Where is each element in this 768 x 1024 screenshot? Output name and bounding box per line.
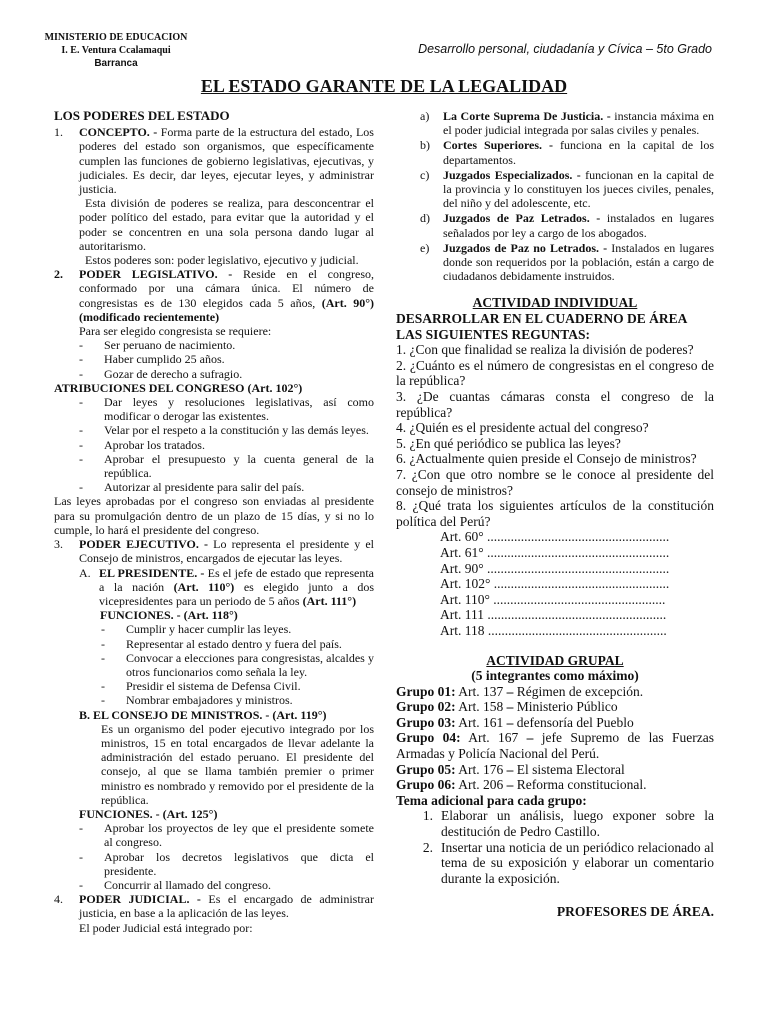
- extra-topic-item: 2. Insertar una noticia de un periódico relacionado al tema de su exposición y elaborar un comentario durante la exposición.: [422, 839, 714, 886]
- article-line: Art. 110° ...................................................: [440, 591, 666, 607]
- question: 2. ¿Cuánto es el número de congresistas en el congreso de la república?: [396, 357, 714, 389]
- paragraph: Estos poderes son: poder legislativo, ejecutivo y judicial.: [85, 253, 359, 268]
- list-item: a) La Corte Suprema De Justicia. - instancia máxima en el poder judicial integrada por salas civiles y penales.: [420, 109, 714, 138]
- header-institution: [36, 31, 196, 70]
- item-head: PODER EJECUTIVO. -: [79, 537, 209, 552]
- courts-list: [396, 109, 714, 283]
- articles-list: [396, 529, 714, 638]
- attributions-list: [54, 395, 374, 494]
- document-title: EL ESTADO GARANTE DE LA LEGALIDAD: [200, 76, 568, 96]
- subitem-consejo-heading: B. EL CONSEJO DE MINISTROS. - (Art. 119°): [79, 707, 327, 722]
- group-line: Grupo 04: Art. 167 – jefe Supremo de las Fuerzas Armadas y Policía Nacional del Perú.: [396, 730, 714, 762]
- list-item: - Convocar a elecciones para congresistas, alcaldes y otros funcionarios como señala la ley.: [101, 650, 374, 679]
- question: 8. ¿Qué trata los siguientes artículos de la constitución política del Perú?: [396, 498, 714, 529]
- item-head: PODER JUDICIAL. -: [79, 892, 201, 907]
- functions-list: [54, 821, 374, 892]
- question: 1. ¿Con que finalidad se realiza la división de poderes?: [396, 342, 694, 358]
- item-number: 4.: [54, 892, 63, 907]
- ministry-name: MINISTERIO DE EDUCACION: [44, 32, 188, 43]
- article-line: Art. 90° ......................................................: [440, 560, 670, 576]
- list-item: - Gozar de derecho a sufragio.: [79, 366, 243, 381]
- article-line: Art. 118 .....................................................: [440, 622, 667, 638]
- paragraph: Para ser elegido congresista se requiere:: [79, 324, 272, 339]
- paragraph: Las leyes aprobadas por el congreso son enviadas al presidente para su promulgación dentro de un plazo de 15 días, y si no lo cumple, lo hará el presidente del congreso.: [54, 494, 374, 537]
- left-column: [54, 109, 374, 935]
- question: 3. ¿De cuantas cámaras consta el congreso de la república?: [396, 389, 714, 420]
- list-item: - Presidir el sistema de Defensa Civil.: [101, 679, 301, 694]
- right-column: [396, 109, 714, 920]
- list-item: - Haber cumplido 25 años.: [79, 352, 225, 367]
- subsection-heading: ATRIBUCIONES DEL CONGRESO (Art. 102°): [54, 380, 303, 395]
- individual-activity-subtitle: DESARROLLAR EN EL CUADERNO DE ÁREA LAS SIGUIENTES REGUNTAS:: [396, 311, 687, 342]
- list-item: - Velar por el respeto a la constitución y las demás leyes.: [79, 423, 369, 438]
- item-concepto: [54, 125, 374, 196]
- section-heading: LOS PODERES DEL ESTADO: [54, 108, 230, 123]
- extra-topic-heading: Tema adicional para cada grupo:: [396, 792, 587, 808]
- article-line: Art. 102° ....................................................: [440, 576, 670, 592]
- functions-heading: FUNCIONES. - (Art. 125°): [79, 806, 218, 821]
- functions-heading: FUNCIONES. - (Art. 118°): [100, 608, 238, 623]
- question: 4. ¿Quién es el presidente actual del congreso?: [396, 420, 649, 436]
- article-line: Art. 60° ......................................................: [440, 529, 670, 545]
- item-ejecutivo: [54, 537, 374, 565]
- list-item: e) Juzgados de Paz no Letrados. - Instalados en lugares donde son requeridos por la población, están a cargo de ciudadanos debidamente instruidos.: [420, 240, 715, 284]
- question: 6. ¿Actualmente quien preside el Consejo de ministros?: [396, 451, 697, 467]
- groups-list: [396, 684, 714, 793]
- item-number: 3.: [54, 537, 63, 552]
- item-legislativo: [54, 267, 374, 324]
- item-number: 1.: [54, 125, 63, 140]
- question: 5. ¿En qué periódico se publica las leyes?: [396, 435, 621, 451]
- list-item: d) Juzgados de Paz Letrados. - instalados en lugares señalados por ley a cargo de los abogados.: [420, 211, 714, 240]
- group-activity-title: ACTIVIDAD GRUPAL: [486, 652, 624, 668]
- group-line: Grupo 05: Art. 176 – El sistema Electoral: [396, 761, 625, 777]
- group-line: Grupo 06: Art. 206 – Reforma constitucional.: [396, 777, 647, 793]
- signature: PROFESORES DE ÁREA.: [556, 904, 714, 920]
- list-item: - Aprobar los proyectos de ley que el presidente somete al congreso.: [79, 821, 374, 850]
- article-line: Art. 61° ......................................................: [440, 544, 670, 560]
- list-item: c) Juzgados Especializados. - funcionan en la capital de la provincia y lo constituyen los jueces civiles, penales, del niño y del adolescente, etc.: [420, 167, 715, 211]
- city-name: Barranca: [94, 58, 138, 69]
- item-head: PODER LEGISLATIVO. -: [79, 267, 233, 282]
- item-number: 2.: [54, 267, 63, 282]
- item-head: CONCEPTO. -: [79, 125, 158, 140]
- list-item: - Dar leyes y resoluciones legislativas, así como modificar o derogar las existentes.: [79, 395, 374, 424]
- list-item: - Aprobar el presupuesto y la cuenta general de la república.: [79, 451, 374, 481]
- group-line: Grupo 03: Art. 161 – defensoría del Pueblo: [396, 714, 634, 730]
- extra-topic-item: 1. Elaborar un análisis, luego exponer sobre la destitución de Pedro Castillo.: [422, 808, 714, 840]
- item-text: Reside en el congreso, conformado por una cámara única. El número de congresistas es de 130 elegidos cada 5 años,: [79, 267, 374, 310]
- paragraph: Esta división de poderes se realiza, para desconcentrar el poder político del estado, para evitar que la autoridad y el poder se concentren en una sola persona dando lugar al autoritarismo.: [79, 196, 374, 253]
- list-item: - Autorizar al presidente para salir del país.: [79, 480, 305, 495]
- group-line: Grupo 01: Art. 137 – Régimen de excepción.: [396, 683, 644, 699]
- item-text: Forma parte de la estructura del estado, Los poderes del estado son organismos, que específicamente cumplen las funciones de gobierno legislativas, ejecutivas, y judiciales. Es decir, dar leyes, ejecutar leyes, y administrar justicia.: [79, 125, 374, 197]
- list-item: - Ser peruano de nacimiento.: [79, 338, 236, 353]
- functions-list: [54, 622, 374, 707]
- school-name: I. E. Ventura Ccalamaqui: [61, 45, 171, 56]
- item-article: (Art. 90°) (modificado recientemente): [79, 295, 374, 324]
- list-item: - Nombrar embajadores y ministros.: [101, 693, 293, 708]
- list-item: - Aprobar los tratados.: [79, 437, 205, 452]
- group-line: Grupo 02: Art. 158 – Ministerio Público: [396, 699, 618, 715]
- paragraph: El poder Judicial está integrado por:: [79, 920, 253, 935]
- subitem-letter: A.: [79, 565, 91, 580]
- subitem-head: EL PRESIDENTE. -: [99, 565, 205, 580]
- list-item: b) Cortes Superiores. - funciona en la capital de los departamentos.: [420, 138, 714, 167]
- list-item: - Representar al estado dentro y fuera del país.: [101, 636, 342, 651]
- group-activity-subtitle: (5 integrantes como máximo): [471, 668, 639, 684]
- list-item: - Aprobar los decretos legislativos que dicta el presidente.: [79, 849, 374, 878]
- article-line: Art. 111 .....................................................: [440, 607, 667, 623]
- requirements-list: [54, 338, 374, 381]
- individual-activity-title: ACTIVIDAD INDIVIDUAL: [472, 295, 638, 311]
- item-judicial: [54, 892, 374, 920]
- list-item: - Concurrir al llamado del congreso.: [79, 877, 271, 892]
- course-name: Desarrollo personal, ciudadanía y Cívica – 5to Grado: [418, 42, 712, 56]
- paragraph: Es un organismo del poder ejecutivo integrado por los ministros, 15 en total encargados de llevar adelante la administración del estado peruano. El presidente del consejo, al que se llama también premier o primer ministro es nombrado y removido por el presidente de la república.: [101, 721, 374, 807]
- item-text: Es el encargado de administrar justicia, en base a la aplicación de las leyes.: [79, 892, 374, 921]
- list-item: - Cumplir y hacer cumplir las leyes.: [101, 622, 292, 637]
- subitem-presidente: A. EL PRESIDENTE. - Es el jefe de estado que representa a la nación (Art. 110°) es elegido junto a dos vicepresidentes para un periodo de 5 años (Art. 111°): [79, 565, 374, 608]
- item-text: Lo representa el presidente y el Consejo de ministros, encargados de ejecutar las leyes.: [79, 537, 374, 566]
- question: 7. ¿Con que otro nombre se le conoce al presidente del consejo de ministros?: [396, 466, 714, 498]
